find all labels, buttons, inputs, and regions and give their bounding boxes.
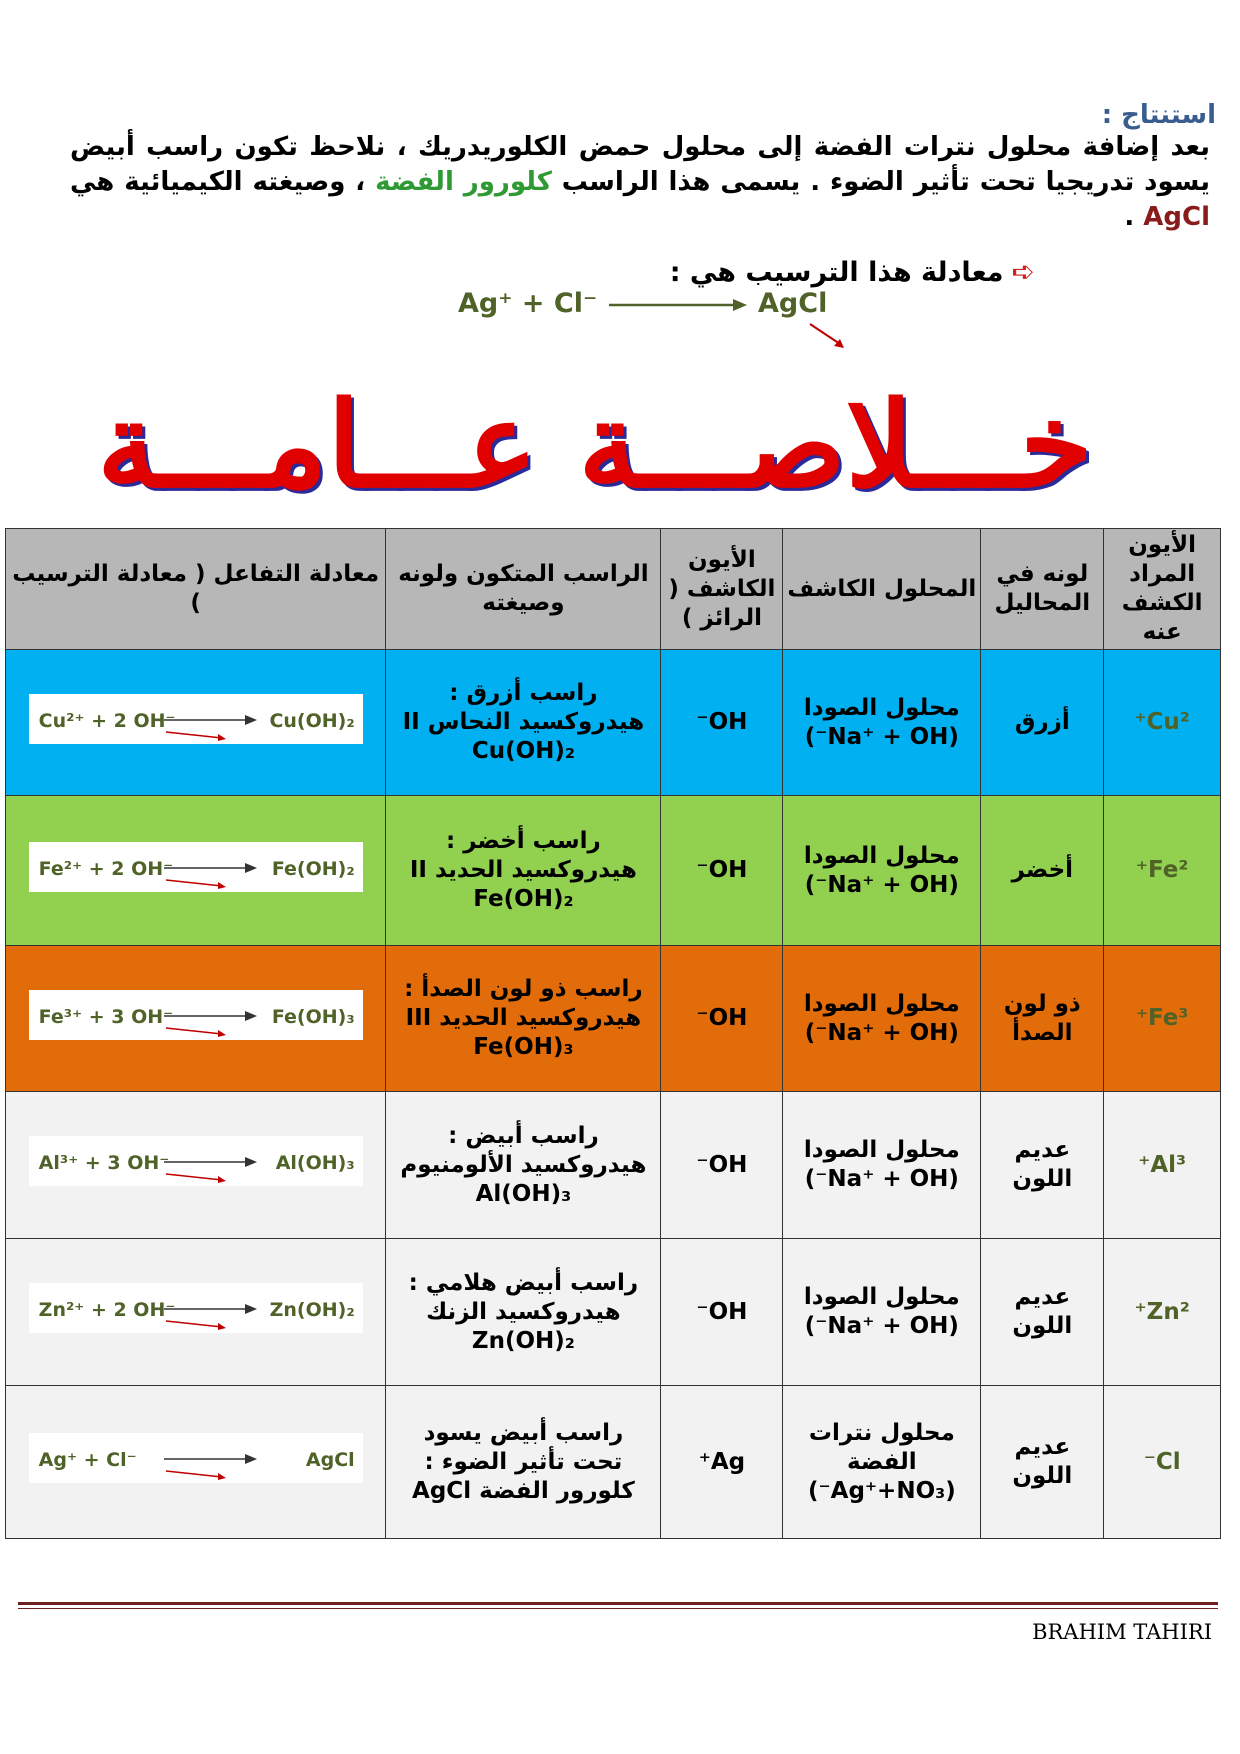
main-equation-product: AgCl (758, 288, 828, 319)
equation-cell (6, 796, 386, 946)
equation-box: Cu²⁺ + 2 OH⁻ Cu(OH)₂ (29, 694, 363, 744)
color-cell: عديم اللون (981, 1386, 1104, 1539)
equation-box: Ag⁺ + Cl⁻ AgCl (29, 1433, 363, 1483)
ion-cell: Al³⁺ (1104, 1092, 1221, 1239)
table-row (6, 1092, 1221, 1239)
reaction-arrow-icon (164, 714, 259, 726)
table-header-row (6, 529, 1221, 650)
color-cell: أزرق (981, 650, 1104, 796)
header-color: لونه في المحاليل (981, 529, 1104, 650)
equation-cell (6, 650, 386, 796)
header-ion: الأيون المراد الكشف عنه (1104, 529, 1221, 650)
reaction-arrow-icon (164, 1156, 259, 1168)
header-reagent: المحلول الكاشف (783, 529, 981, 650)
color-cell: ذو لون الصدأ (981, 946, 1104, 1092)
color-cell: أخضر (981, 796, 1104, 946)
footer-divider-thin (18, 1608, 1218, 1609)
table-row (6, 796, 1221, 946)
ion-cell: Zn²⁺ (1104, 1239, 1221, 1386)
ion-cell: Fe²⁺ (1104, 796, 1221, 946)
header-test-ion: الأيون الكاشف ( الرائز ) (661, 529, 783, 650)
test-ion-cell: OH⁻ (661, 796, 783, 946)
conclusion-title: استنتاج : (1101, 100, 1216, 130)
precipitate-formula: AgCl (1143, 202, 1210, 232)
reaction-arrow-icon (164, 1453, 259, 1465)
color-cell: عديم اللون (981, 1239, 1104, 1386)
equation-cell (6, 946, 386, 1092)
test-ion-cell: Ag⁺ (661, 1386, 783, 1539)
reaction-arrow-icon (164, 862, 259, 874)
table-row (6, 1239, 1221, 1386)
paragraph-end: . (1124, 202, 1144, 232)
table-row (6, 1386, 1221, 1539)
intro-section (70, 100, 1216, 235)
reaction-arrow-icon (164, 1010, 259, 1022)
precipitate-arrow-icon (808, 322, 848, 352)
author-name: BRAHIM TAHIRI (1032, 1620, 1212, 1644)
table-row (6, 650, 1221, 796)
header-precipitate: الراسب المتكون ولونه وصيغته (386, 529, 661, 650)
equation-box: Fe²⁺ + 2 OH⁻ Fe(OH)₂ (29, 842, 363, 892)
main-equation-reactants: Ag⁺ + Cl⁻ (458, 288, 598, 319)
test-ion-cell: OH⁻ (661, 650, 783, 796)
precipitate-arrow-icon (164, 1172, 230, 1184)
equation-cell (6, 1239, 386, 1386)
test-ion-cell: OH⁻ (661, 946, 783, 1092)
paragraph-part2: ، وصيغته الكيميائية هي (70, 167, 376, 197)
color-cell: عديم اللون (981, 1092, 1104, 1239)
equation-box: Al³⁺ + 3 OH⁻ Al(OH)₃ (29, 1136, 363, 1186)
reaction-arrow-icon (164, 1303, 259, 1315)
summary-table (5, 528, 1221, 1539)
pointing-arrow-icon: ➪ (1011, 255, 1035, 288)
precipitate-cell: راسب أزرق : هيدروكسيد النحاس II Cu(OH)₂ (386, 650, 661, 796)
ion-cell: Cu²⁺ (1104, 650, 1221, 796)
equation-cell (6, 1386, 386, 1539)
equation-label: معادلة هذا الترسيب هي : (669, 257, 1004, 288)
precipitate-cell: راسب أبيض : هيدروكسيد الألومنيوم Al(OH)₃ (386, 1092, 661, 1239)
equation-label-line (670, 255, 1035, 288)
precipitate-arrow-icon (164, 1026, 230, 1038)
precipitate-cell: راسب أبيض يسود تحت تأثير الضوء : كلورور الفضة AgCl (386, 1386, 661, 1539)
precipitate-cell: راسب أبيض هلامي : هيدروكسيد الزنك Zn(OH)₂ (386, 1239, 661, 1386)
precipitate-arrow-icon (164, 1469, 230, 1481)
header-equation: معادلة التفاعل ( معادلة الترسيب ) (6, 529, 386, 650)
reagent-cell: محلول نترات الفضة (Ag⁺+NO₃⁻) (783, 1386, 981, 1539)
ion-cell: Fe³⁺ (1104, 946, 1221, 1092)
precipitate-arrow-icon (164, 878, 230, 890)
equation-cell (6, 1092, 386, 1239)
test-ion-cell: OH⁻ (661, 1239, 783, 1386)
conclusion-paragraph (70, 130, 1210, 235)
reagent-cell: محلول الصودا (Na⁺ + OH⁻) (783, 1239, 981, 1386)
reagent-cell: محلول الصودا (Na⁺ + OH⁻) (783, 1092, 981, 1239)
footer-divider (18, 1602, 1218, 1605)
summary-title: خـــلاصـــة عـــامـــة (97, 375, 1093, 514)
precipitate-arrow-icon (164, 730, 230, 742)
paragraph-part1: بعد إضافة محلول نترات الفضة إلى محلول حمض الكلوريدريك ، نلاحظ تكون راسب أبيض يسود تدريجيا تحت تأثير الضوء . يسمى هذا الراسب (70, 132, 1210, 197)
ion-cell: Cl⁻ (1104, 1386, 1221, 1539)
table-row (6, 946, 1221, 1092)
reagent-cell: محلول الصودا (Na⁺ + OH⁻) (783, 796, 981, 946)
reagent-cell: محلول الصودا (Na⁺ + OH⁻) (783, 650, 981, 796)
main-equation (458, 288, 827, 319)
equation-box: Fe³⁺ + 3 OH⁻ Fe(OH)₃ (29, 990, 363, 1040)
precipitate-name: كلورور الفضة (375, 167, 552, 197)
precipitate-arrow-icon (164, 1319, 230, 1331)
equation-box: Zn²⁺ + 2 OH⁻ Zn(OH)₂ (29, 1283, 363, 1333)
reagent-cell: محلول الصودا (Na⁺ + OH⁻) (783, 946, 981, 1092)
precipitate-cell: راسب ذو لون الصدأ : هيدروكسيد الحديد III Fe(OH)₃ (386, 946, 661, 1092)
precipitate-cell: راسب أخضر : هيدروكسيد الحديد II Fe(OH)₂ (386, 796, 661, 946)
test-ion-cell: OH⁻ (661, 1092, 783, 1239)
reaction-arrow-icon (607, 297, 749, 313)
